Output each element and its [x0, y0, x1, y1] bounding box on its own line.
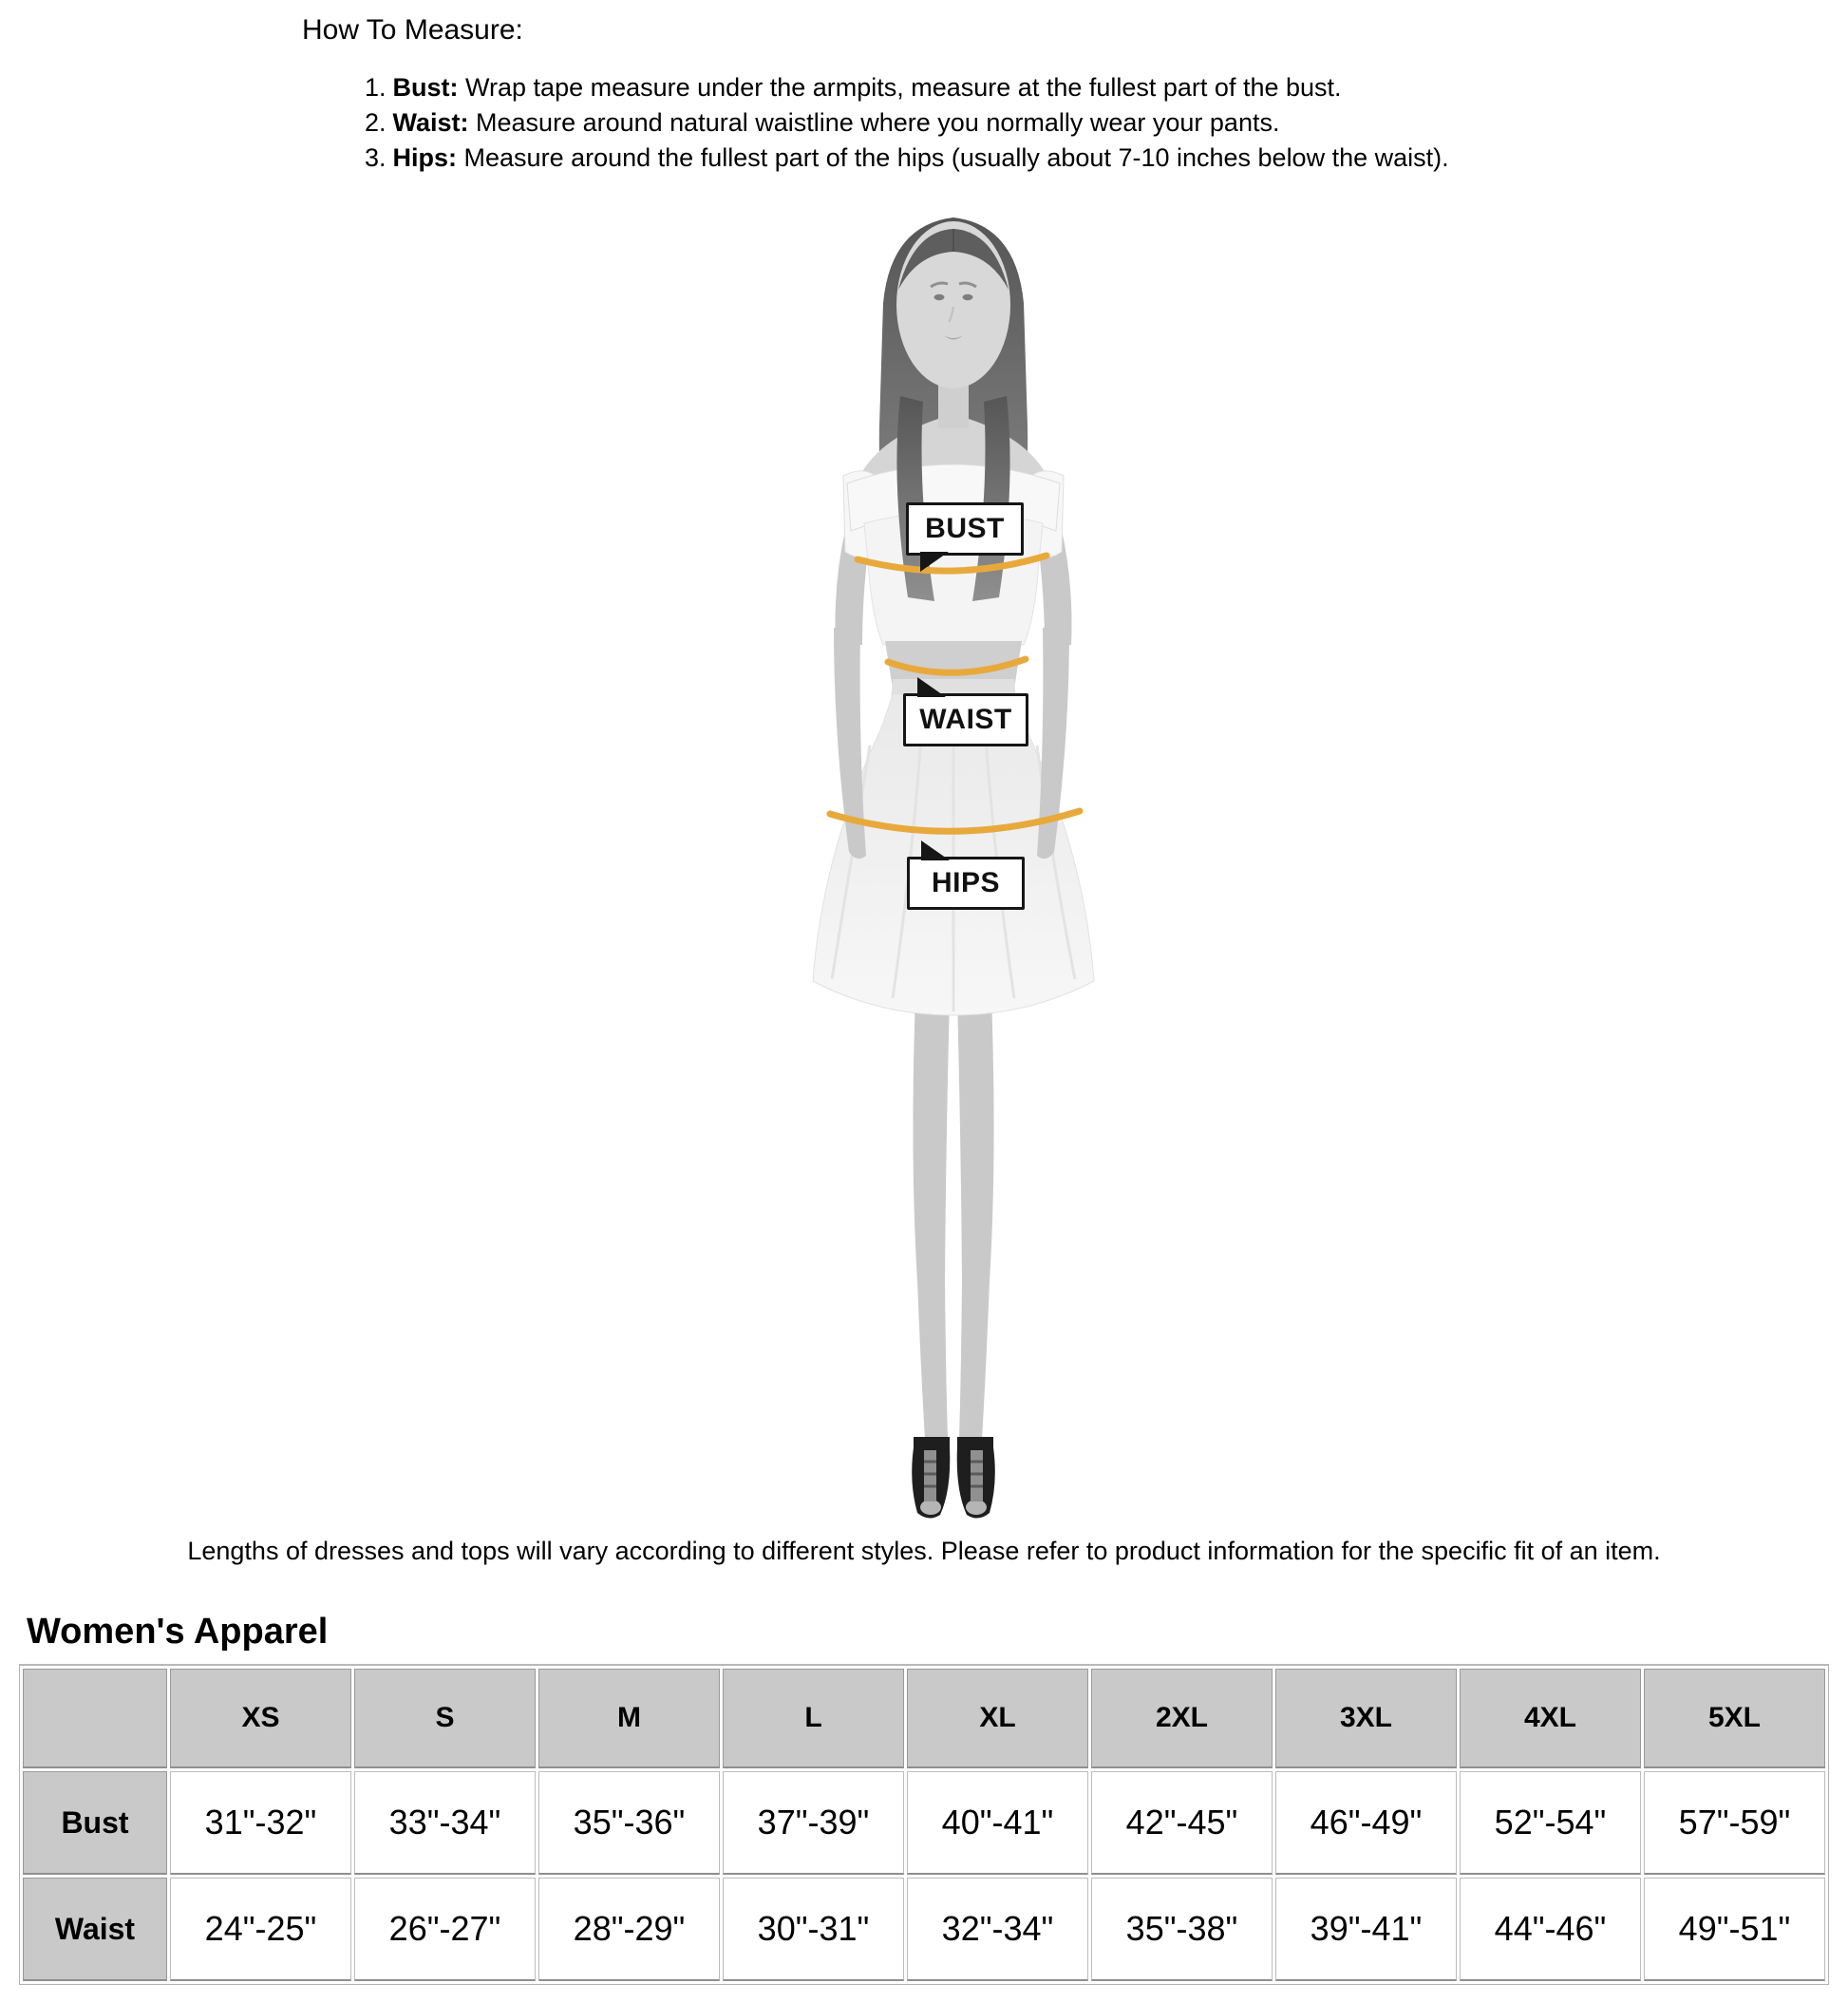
- table-row: [23, 1878, 1825, 1981]
- measure-instructions: [365, 70, 1848, 176]
- size-guide-page: [0, 13, 1848, 2002]
- size-cell: 30"-31": [723, 1878, 904, 1981]
- size-cell: 49"-51": [1644, 1878, 1825, 1981]
- size-cell: 28"-29": [538, 1878, 720, 1981]
- instruction-number: 3.: [365, 143, 387, 172]
- left-leg: [913, 996, 950, 1439]
- size-cell: 31"-32": [170, 1771, 351, 1875]
- label-pointer-icon: [917, 677, 946, 697]
- size-cell: 44"-46": [1460, 1878, 1641, 1981]
- size-cell: 46"-49": [1275, 1771, 1457, 1875]
- size-col-header: 3XL: [1275, 1669, 1457, 1768]
- size-cell: 26"-27": [354, 1878, 536, 1981]
- instruction-text: Measure around the fullest part of the hips (usually about 7-10 inches below the waist).: [457, 143, 1449, 172]
- right-eye: [963, 294, 973, 300]
- instruction-text: Wrap tape measure under the armpits, measure at the fullest part of the bust.: [458, 73, 1342, 102]
- hips-label-text: HIPS: [931, 867, 1001, 898]
- model-figure: [771, 198, 1132, 1528]
- waist-label-text: WAIST: [919, 704, 1012, 735]
- size-col-header: XS: [170, 1669, 351, 1768]
- how-to-measure-heading: How To Measure:: [302, 14, 523, 46]
- instruction-hips: [365, 141, 1848, 176]
- bust-label: [906, 502, 1024, 556]
- size-table-body: [23, 1771, 1825, 1981]
- fit-note: Lengths of dresses and tops will vary according to different styles. Please refer to product information for the specific fit of an item.: [187, 1537, 1661, 1565]
- instruction-label: Waist:: [392, 108, 469, 137]
- size-col-header: XL: [907, 1669, 1088, 1768]
- size-col-header: 5XL: [1644, 1669, 1825, 1768]
- instruction-number: 2.: [365, 108, 387, 137]
- size-col-header: L: [723, 1669, 904, 1768]
- size-cell: 52"-54": [1460, 1771, 1641, 1875]
- instruction-label: Bust:: [392, 73, 459, 102]
- instruction-text: Measure around natural waistline where you normally wear your pants.: [468, 108, 1280, 137]
- instruction-label: Hips:: [392, 143, 458, 172]
- table-row: [23, 1771, 1825, 1875]
- row-label: Bust: [23, 1771, 167, 1875]
- size-table-corner: [23, 1669, 167, 1768]
- label-pointer-icon: [921, 840, 950, 860]
- size-cell: 37"-39": [723, 1771, 904, 1875]
- size-chart-table: [19, 1664, 1829, 1985]
- row-label: Waist: [23, 1878, 167, 1981]
- section-title-womens-apparel: Women's Apparel: [27, 1612, 329, 1652]
- size-cell: 40"-41": [907, 1771, 1088, 1875]
- instruction-waist: [365, 105, 1848, 141]
- size-cell: 32"-34": [907, 1878, 1088, 1981]
- size-cell: 24"-25": [170, 1878, 351, 1981]
- waist-label: [903, 693, 1028, 746]
- right-leg: [957, 996, 994, 1439]
- size-cell: 35"-36": [538, 1771, 720, 1875]
- size-col-header: 2XL: [1091, 1669, 1273, 1768]
- label-pointer-icon: [920, 552, 949, 572]
- hips-label: [907, 857, 1025, 910]
- left-eye: [934, 294, 945, 300]
- size-col-header: S: [354, 1669, 536, 1768]
- size-col-header: M: [538, 1669, 720, 1768]
- right-heel-shoe: [957, 1437, 995, 1519]
- bust-label-text: BUST: [925, 513, 1005, 544]
- size-cell: 39"-41": [1275, 1878, 1457, 1981]
- size-col-header: 4XL: [1460, 1669, 1641, 1768]
- size-cell: 33"-34": [354, 1771, 536, 1875]
- size-table-header-row: [23, 1669, 1825, 1768]
- instruction-bust: [365, 70, 1848, 105]
- size-cell: 42"-45": [1091, 1771, 1273, 1875]
- left-heel-shoe: [912, 1437, 950, 1519]
- size-cell: 35"-38": [1091, 1878, 1273, 1981]
- instruction-number: 1.: [365, 73, 387, 102]
- size-cell: 57"-59": [1644, 1771, 1825, 1875]
